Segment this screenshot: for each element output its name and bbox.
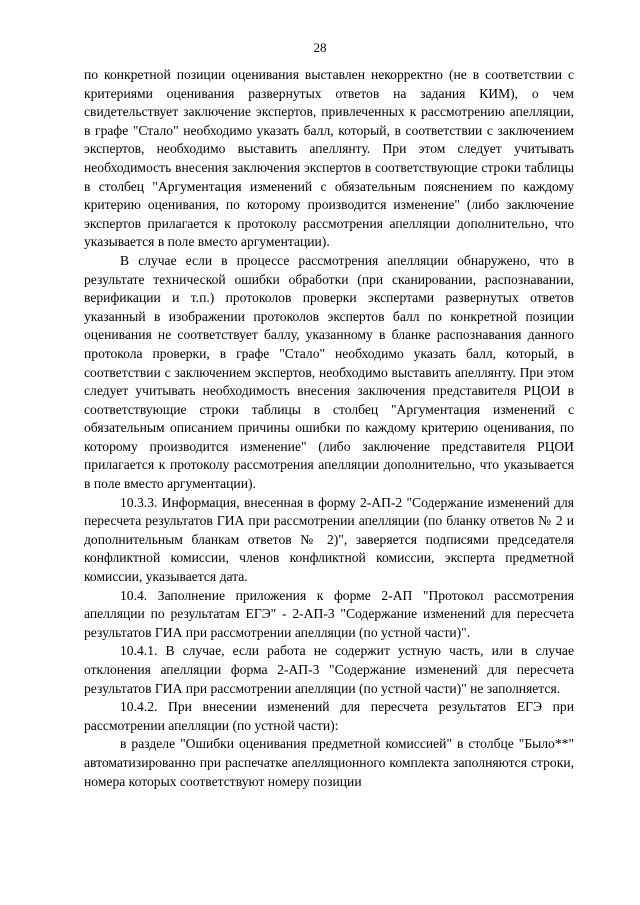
paragraph-10-4-2: 10.4.2. При внесении изменений для пересчета результатов ЕГЭ при рассмотрении апелляции (по устной части): <box>84 699 574 733</box>
paragraph-errors-section: в разделе "Ошибки оценивания предметной комиссией" в столбце "Было**" автоматизированно при распечатке апелляционного комплекта заполняются строки, номера которых соответствуют номеру позиции <box>84 736 574 789</box>
paragraph-technical-error: В случае если в процессе рассмотрения апелляции обнаружено, что в результате технической ошибки обработки (при сканировании, распознавании, верификации и т.п.) протоколов проверки экспертами развернутых ответов указанный в изображении протоколов экспертов балл по конкретной позиции оценивания не соответствует баллу, указанному в бланке распознавания данного протокола проверки, в графе "Стало" необходимо указать балл, который, в соответствии с заключением экспертов, необходимо выставить апеллянту. При этом следует учитывать необходимость внесения заключения представителя РЦОИ в соответствующие строки таблицы в столбец "Аргументация изменений с обязательным описанием причины ошибки по каждому критерию оценивания, по которому производится изменение" (либо заключение представителя РЦОИ прилагается к протоколу рассмотрения апелляции дополнительно, что указывается в поле вместо аргументации). <box>84 252 574 492</box>
paragraph-10-3-3: 10.3.3. Информация, внесенная в форму 2-АП-2 "Содержание изменений для пересчета результатов ГИА при рассмотрении апелляции (по бланку ответов № 2 и дополнительным бланкам ответов № 2)", заверяется подписями председателя конфликтной комиссии, членов конфликтной комиссии, эксперта предметной комиссии, указывается дата. <box>84 494 574 585</box>
paragraph-10-4-1: 10.4.1. В случае, если работа не содержит устную часть, или в случае отклонения апелляции форма 2-АП-3 "Содержание изменений для пересчета результатов ГИА при рассмотрении апелляции (по устной части)" не заполняется. <box>84 643 574 696</box>
document-body <box>84 66 574 791</box>
paragraph-10-4: 10.4. Заполнение приложения к форме 2-АП "Протокол рассмотрения апелляции по результатам ЕГЭ" - 2-АП-3 "Содержание изменений для пересчета результатов ГИА при рассмотрении апелляции (по устной части)". <box>84 587 574 640</box>
paragraph-continuation: по конкретной позиции оценивания выставлен некорректно (не в соответствии с критериями оценивания развернутых ответов на задания КИМ), о чем свидетельствует заключение экспертов, привлеченных к рассмотрению апелляции, в графе "Стало" необходимо указать балл, который, в соответствии с заключением экспертов, необходимо выставить апеллянту. При этом следует учитывать необходимость внесения заключения экспертов в соответствующие строки таблицы в столбец "Аргументация изменений с обязательным пояснением по каждому критерию оценивания, по которому производится изменение" (либо заключение экспертов прилагается к протоколу рассмотрения апелляции дополнительно, что указывается в поле вместо аргументации). <box>84 67 574 250</box>
page-number: 28 <box>313 40 327 55</box>
